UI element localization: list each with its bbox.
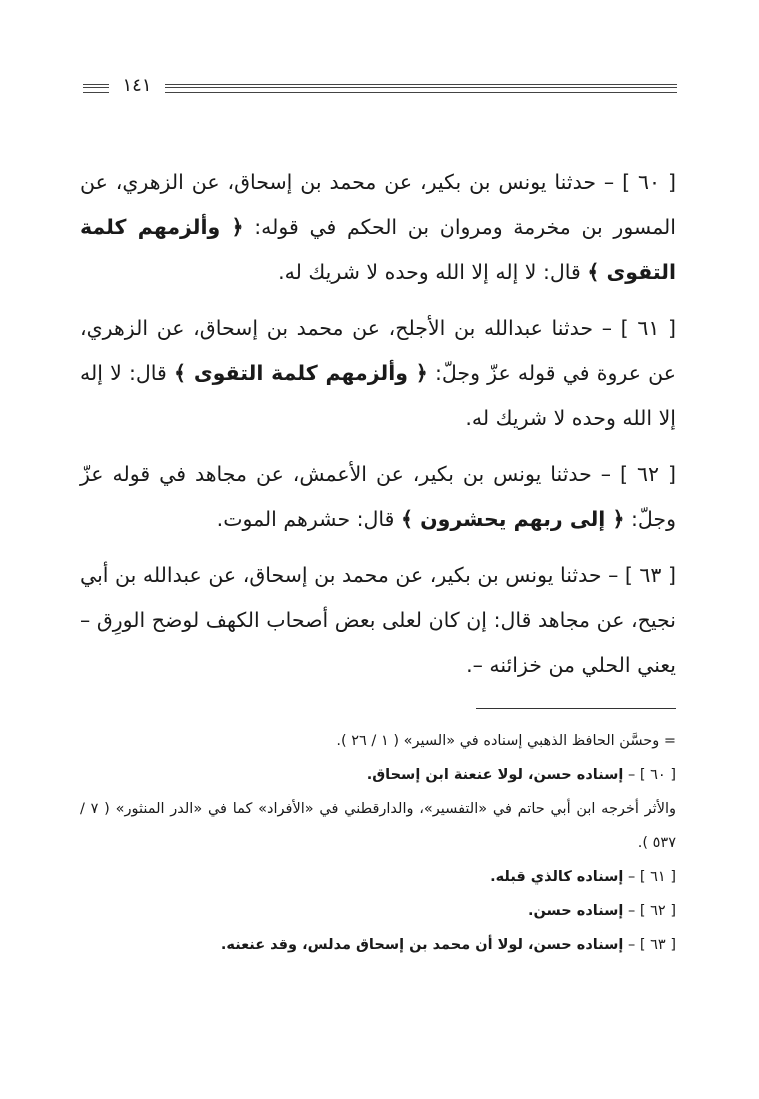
footnote-separator — [476, 708, 676, 709]
athar-number: [ ٦٣ ] — [624, 563, 676, 587]
header-rule-right — [165, 84, 677, 93]
footnote-marker: [ ٦٢ ] – — [623, 903, 676, 919]
athar-number: [ ٦٢ ] — [620, 462, 676, 486]
footnote-62 — [80, 894, 676, 928]
footnote-continuation — [80, 724, 676, 758]
athar-text: قال: حشرهم الموت. — [216, 507, 401, 531]
athar-text: – حدثنا يونس بن بكير، عن محمد بن إسحاق، عن عبدالله بن أبي نجيح، عن مجاهد قال: إن كان لعلى بعض أصحاب الكهف لوضح الورِق – يعني الحلي من خزائنه –. — [80, 563, 676, 677]
athar-63 — [80, 553, 676, 688]
quran-quote: ﴿ وألزمهم كلمة التقوى ﴾ — [174, 361, 428, 385]
footnote-60-takhrij — [80, 792, 676, 860]
footnote-grading: إسناده حسن، لولا عنعنة ابن إسحاق. — [366, 767, 624, 783]
page-header — [83, 76, 677, 96]
footnote-text: والأثر أخرجه ابن أبي حاتم في «التفسير»، والدارقطني في «الأفراد» كما في «الدر المنثور» ( ٧ / ٥٣٧ ). — [80, 801, 676, 851]
footnote-marker: [ ٦٠ ] – — [623, 767, 676, 783]
footnote-60 — [80, 758, 676, 792]
footnote-grading: إسناده حسن، لولا أن محمد بن إسحاق مدلس، وقد عنعنه. — [220, 937, 624, 953]
quran-quote: ﴿ وألزمهم كلمة التقوى ﴾ — [80, 215, 676, 284]
footnotes — [80, 724, 676, 962]
footnote-marker: = — [659, 733, 676, 749]
athar-text: قال: لا إله إلا الله وحده لا شريك له. — [278, 260, 588, 284]
footnote-marker: [ ٦٣ ] – — [623, 937, 676, 953]
athar-61 — [80, 306, 676, 441]
main-text — [80, 160, 676, 699]
footnote-text: وحسَّن الحافظ الذهبي إسناده في «السير» ( ١ / ٢٦ ). — [336, 733, 660, 749]
footnote-marker: [ ٦١ ] – — [623, 869, 676, 885]
athar-text: – حدثنا يونس بن بكير، عن الأعمش، عن مجاهد في قوله عزّ وجلّ: — [80, 462, 676, 531]
quran-quote: ﴿ إلى ربهم يحشرون ﴾ — [401, 507, 625, 531]
athar-60 — [80, 160, 676, 295]
footnote-grading: إسناده حسن. — [528, 903, 624, 919]
page-number: ١٤١ — [122, 75, 152, 96]
athar-number: [ ٦١ ] — [620, 316, 677, 340]
athar-text: قال: لا إله إلا الله وحده لا شريك له. — [80, 361, 676, 430]
athar-number: [ ٦٠ ] — [622, 170, 677, 194]
footnote-63 — [80, 928, 676, 962]
athar-text: – حدثنا يونس بن بكير، عن محمد بن إسحاق، عن الزهري، عن المسور بن مخرمة ومروان بن الحكم في قوله: — [80, 170, 676, 239]
athar-text: – حدثنا عبدالله بن الأجلح، عن محمد بن إسحاق، عن الزهري، عن عروة في قوله عزّ وجلّ: — [80, 316, 676, 385]
athar-62 — [80, 452, 676, 542]
header-rule-left — [83, 84, 109, 93]
footnote-grading: إسناده كالذي قبله. — [490, 869, 624, 885]
footnote-61 — [80, 860, 676, 894]
